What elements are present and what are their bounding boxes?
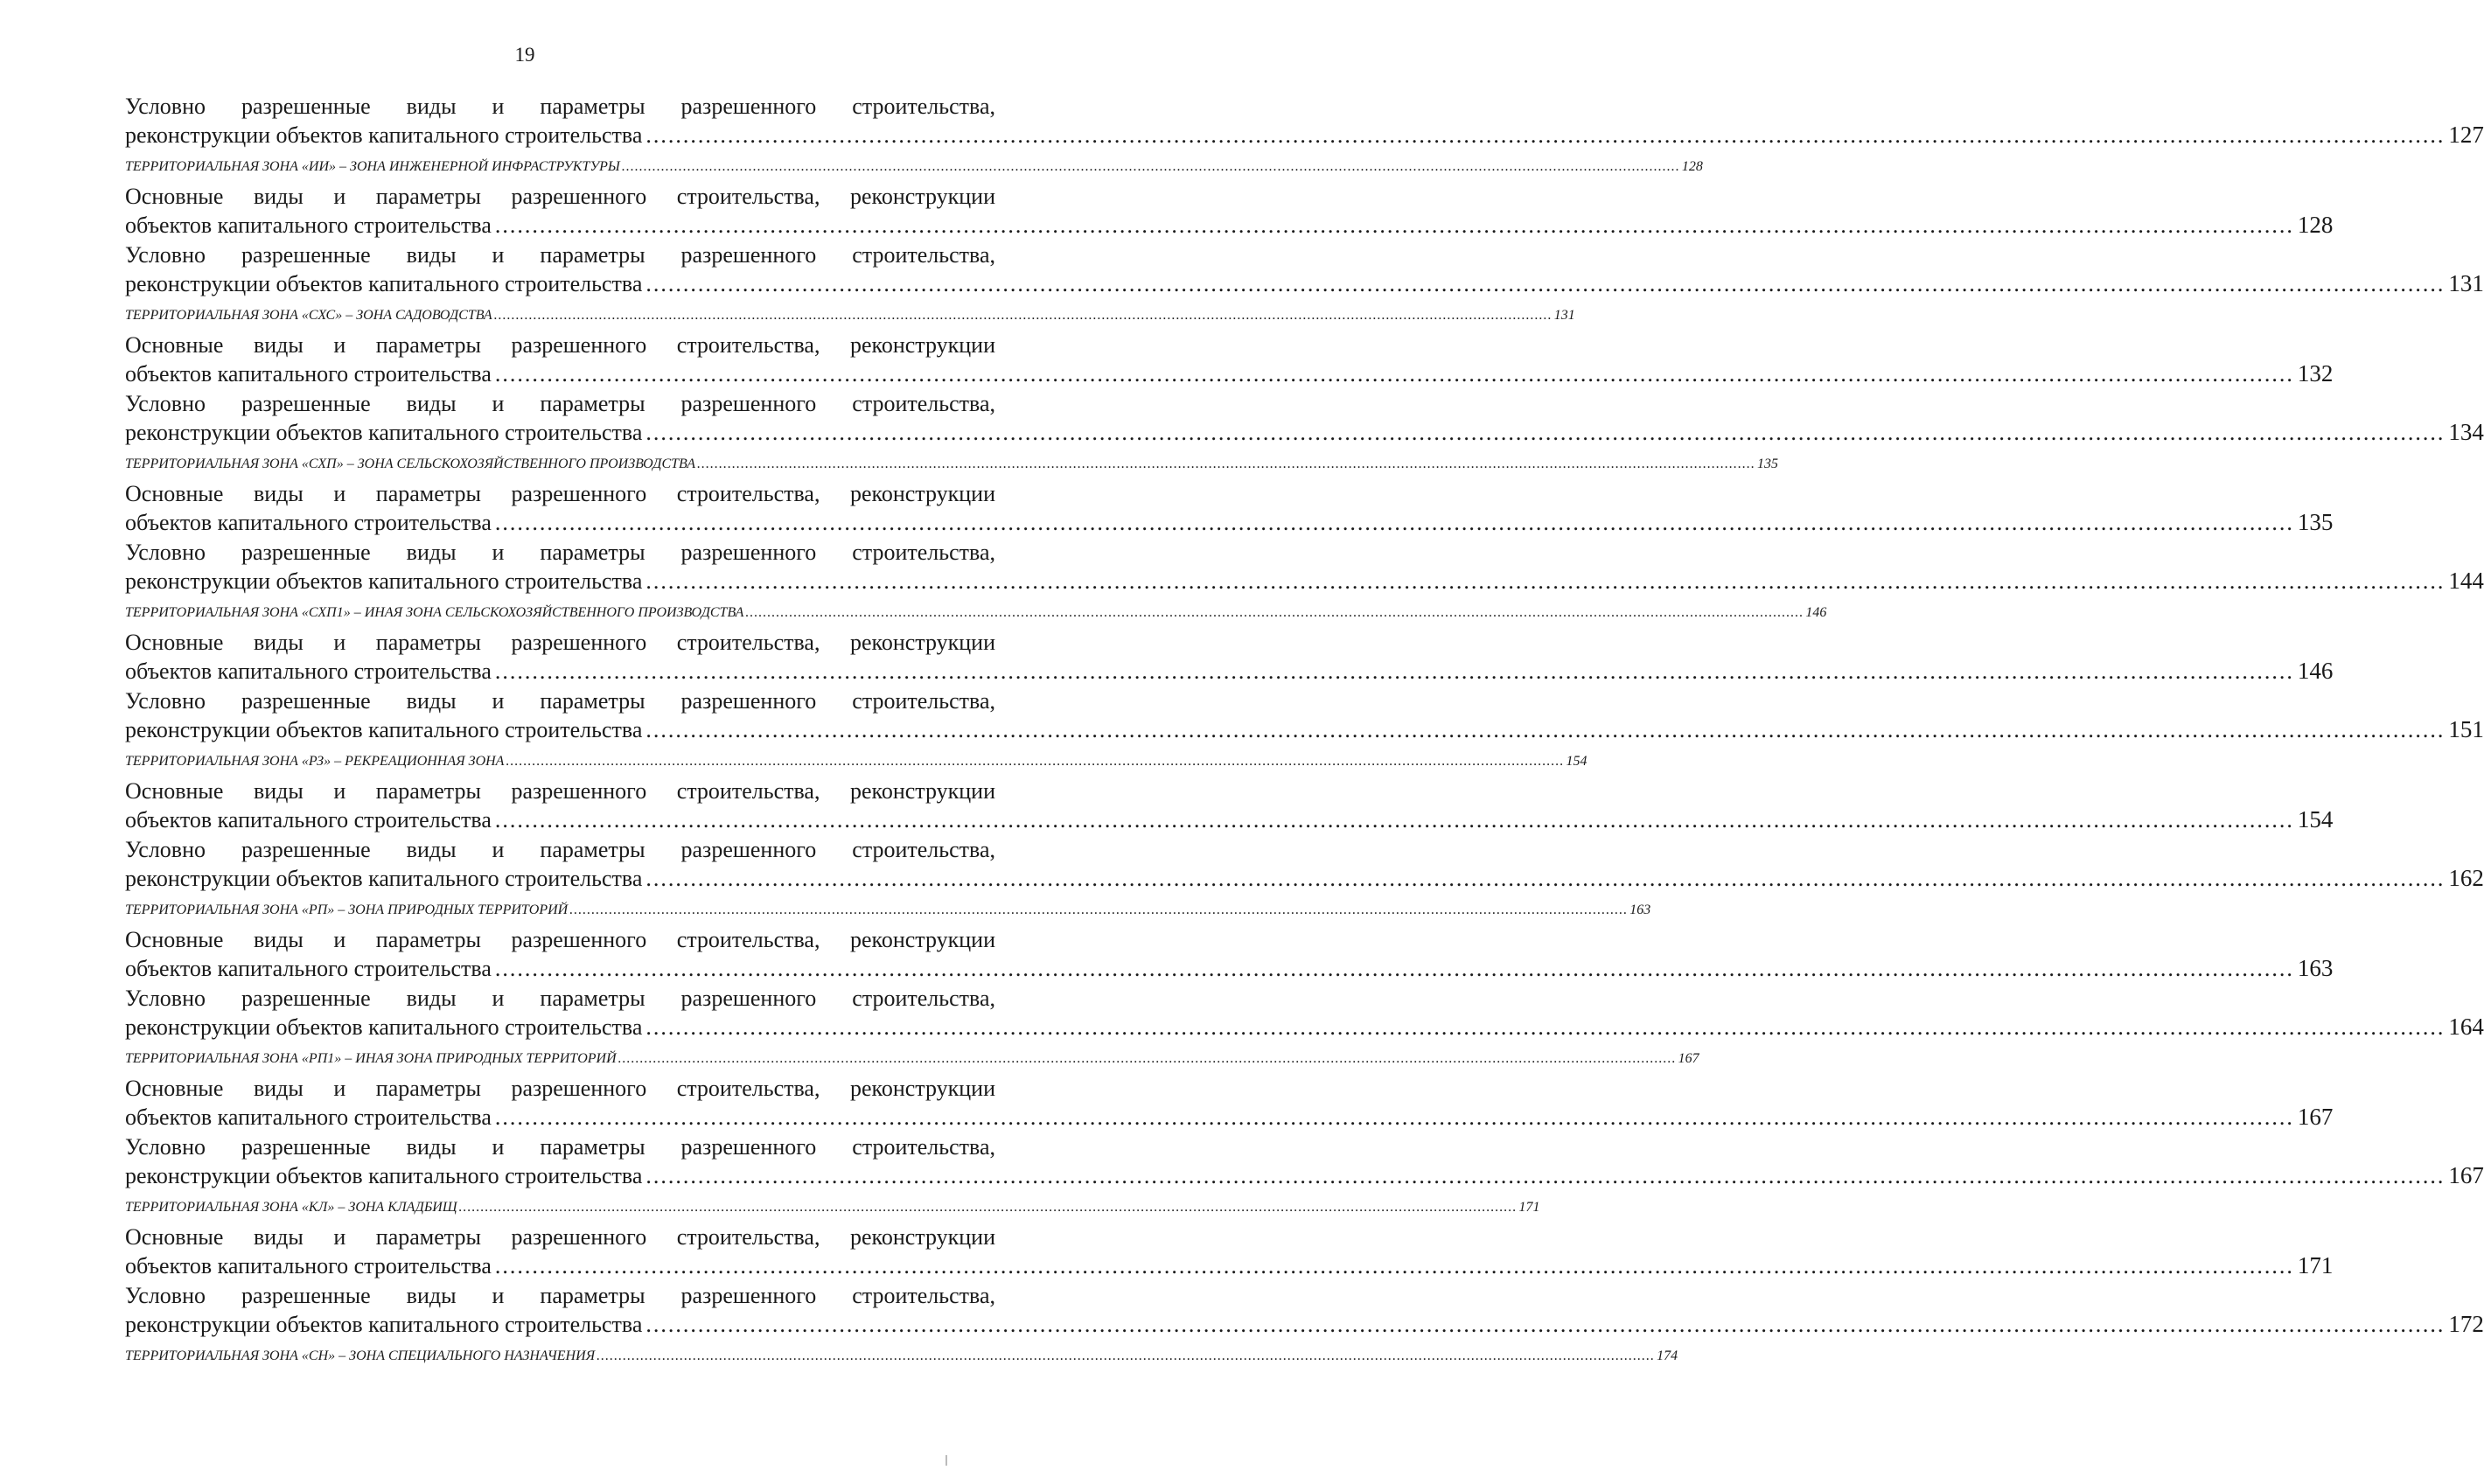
dot-leader: ..................................................................................................................................................................................................................................................: [506, 754, 1565, 769]
zone-title: ТЕРРИТОРИАЛЬНАЯ ЗОНА «СХП1» – ИНАЯ ЗОНА СЕЛЬСКОХОЗЯЙСТВЕННОГО ПРОИЗВОДСТВА: [125, 605, 744, 620]
toc-entry[interactable]: [125, 777, 2334, 834]
entry-text-line-1: Основные виды и параметры разрешенного строительства, реконструкции: [125, 1076, 995, 1101]
zone-title: ТЕРРИТОРИАЛЬНАЯ ЗОНА «СХП» – ЗОНА СЕЛЬСКОХОЗЯЙСТВЕННОГО ПРОИЗВОДСТВА: [125, 456, 695, 471]
dot-leader: ..................................................................................................................................................................................................................................................: [494, 212, 2294, 238]
entry-text-line-1: Условно разрешенные виды и параметры разрешенного строительства,: [125, 986, 995, 1011]
toc-entry[interactable]: [125, 629, 2334, 686]
entry-text-line-2: [125, 418, 2484, 447]
toc-entry[interactable]: [125, 93, 2484, 150]
zone-title: ТЕРРИТОРИАЛЬНАЯ ЗОНА «ИИ» – ЗОНА ИНЖЕНЕРНОЙ ИНФРАСТРУКТУРЫ: [125, 159, 620, 174]
dot-leader: ..................................................................................................................................................................................................................................................: [494, 956, 2294, 981]
zone-title: ТЕРРИТОРИАЛЬНАЯ ЗОНА «РП» – ЗОНА ПРИРОДНЫХ ТЕРРИТОРИЙ: [125, 902, 569, 917]
zone-title: ТЕРРИТОРИАЛЬНАЯ ЗОНА «СН» – ЗОНА СПЕЦИАЛЬНОГО НАЗНАЧЕНИЯ: [125, 1348, 596, 1363]
toc-zone-heading[interactable]: [125, 1348, 1678, 1365]
toc-zone-heading[interactable]: [125, 753, 1587, 770]
entry-text-line-2: [125, 1310, 2484, 1339]
zone-page-number: 131: [1553, 308, 1575, 323]
entry-text-line-1: Условно разрешенные виды и параметры разрешенного строительства,: [125, 1134, 995, 1160]
entry-text-line-1: Основные виды и параметры разрешенного строительства, реконструкции: [125, 778, 995, 804]
dot-leader: ..................................................................................................................................................................................................................................................: [494, 807, 2294, 833]
entry-page-number: 151: [2448, 716, 2484, 742]
entry-text-end: объектов капитального строительства: [125, 1253, 492, 1278]
entry-text-line-2: [125, 1161, 2484, 1190]
toc-zone-heading[interactable]: [125, 307, 1575, 324]
entry-text-line-1: Условно разрешенные виды и параметры разрешенного строительства,: [125, 540, 995, 565]
entry-text-line-2: [125, 508, 2334, 537]
entry-text-end: объектов капитального строительства: [125, 361, 492, 387]
scan-mark: [945, 1455, 947, 1466]
entry-page-number: 167: [2448, 1162, 2484, 1188]
entry-page-number: 162: [2448, 865, 2484, 891]
entry-text-end: реконструкции объектов капитального строительства: [125, 271, 643, 296]
page-number: 19: [514, 44, 535, 66]
dot-leader: ..................................................................................................................................................................................................................................................: [645, 1014, 2446, 1040]
entry-page-number: 132: [2297, 360, 2334, 387]
entry-text-end: объектов капитального строительства: [125, 807, 492, 833]
entry-text-line-2: [125, 1251, 2334, 1280]
zone-page-number: 135: [1756, 456, 1778, 471]
toc-entry[interactable]: [125, 241, 2484, 298]
dot-leader: ..................................................................................................................................................................................................................................................: [645, 1312, 2446, 1337]
entry-text-line-1: Условно разрешенные виды и параметры разрешенного строительства,: [125, 1283, 995, 1308]
dot-leader: ..................................................................................................................................................................................................................................................: [494, 510, 2294, 535]
entry-text-line-1: Основные виды и параметры разрешенного строительства, реконструкции: [125, 332, 995, 358]
dot-leader: ..................................................................................................................................................................................................................................................: [494, 1253, 2294, 1278]
dot-leader: ..................................................................................................................................................................................................................................................: [645, 271, 2446, 296]
entry-page-number: 134: [2448, 419, 2484, 445]
toc-entry[interactable]: [125, 836, 2484, 893]
dot-leader: ..................................................................................................................................................................................................................................................: [569, 902, 1629, 917]
zone-page-number: 128: [1681, 159, 1703, 174]
toc-zone-heading[interactable]: [125, 1050, 1699, 1068]
dot-leader: ..................................................................................................................................................................................................................................................: [494, 1104, 2294, 1130]
zone-title: ТЕРРИТОРИАЛЬНАЯ ЗОНА «РП1» – ИНАЯ ЗОНА ПРИРОДНЫХ ТЕРРИТОРИЙ: [125, 1051, 617, 1066]
entry-text-line-2: [125, 954, 2334, 983]
dot-leader: ..................................................................................................................................................................................................................................................: [645, 122, 2446, 148]
entry-text-line-1: Условно разрешенные виды и параметры разрешенного строительства,: [125, 391, 995, 416]
toc-entry[interactable]: [125, 1133, 2484, 1190]
entry-page-number: 171: [2297, 1252, 2334, 1278]
dot-leader: ..................................................................................................................................................................................................................................................: [618, 1051, 1677, 1066]
entry-text-end: объектов капитального строительства: [125, 510, 492, 535]
entry-page-number: 131: [2448, 270, 2484, 296]
entry-text-end: реконструкции объектов капитального строительства: [125, 1014, 643, 1040]
entry-text-line-2: [125, 1103, 2334, 1132]
zone-page-number: 167: [1678, 1051, 1699, 1066]
entry-page-number: 128: [2297, 212, 2334, 238]
dot-leader: ..................................................................................................................................................................................................................................................: [494, 658, 2294, 684]
toc-entry[interactable]: [125, 1223, 2334, 1280]
entry-text-end: объектов капитального строительства: [125, 1104, 492, 1130]
dot-leader: ..................................................................................................................................................................................................................................................: [645, 420, 2446, 445]
toc-entry[interactable]: [125, 183, 2334, 240]
entry-page-number: 164: [2448, 1014, 2484, 1040]
entry-text-line-2: [125, 715, 2484, 744]
entry-text-line-2: [125, 567, 2484, 596]
entry-text-end: реконструкции объектов капитального строительства: [125, 122, 643, 148]
toc-zone-heading[interactable]: [125, 902, 1651, 919]
toc-zone-heading[interactable]: [125, 1199, 1540, 1216]
zone-title: ТЕРРИТОРИАЛЬНАЯ ЗОНА «КЛ» – ЗОНА КЛАДБИЩ: [125, 1200, 457, 1215]
entry-page-number: 167: [2297, 1104, 2334, 1130]
entry-text-end: объектов капитального строительства: [125, 658, 492, 684]
dot-leader: ..................................................................................................................................................................................................................................................: [645, 866, 2446, 891]
toc-entry[interactable]: [125, 539, 2484, 596]
entry-text-end: объектов капитального строительства: [125, 956, 492, 981]
entry-text-line-2: [125, 864, 2484, 893]
entry-text-line-2: [125, 805, 2334, 834]
dot-leader: ..................................................................................................................................................................................................................................................: [696, 456, 1755, 471]
entry-text-end: реконструкции объектов капитального строительства: [125, 1163, 643, 1188]
toc-zone-heading[interactable]: [125, 158, 1703, 176]
entry-page-number: 144: [2448, 568, 2484, 594]
dot-leader: ..................................................................................................................................................................................................................................................: [745, 605, 1804, 620]
zone-page-number: 146: [1805, 605, 1827, 620]
dot-leader: ..................................................................................................................................................................................................................................................: [645, 568, 2446, 594]
dot-leader: ..................................................................................................................................................................................................................................................: [645, 717, 2446, 742]
entry-text-end: реконструкции объектов капитального строительства: [125, 1312, 643, 1337]
zone-page-number: 163: [1629, 902, 1651, 917]
entry-text-line-2: [125, 359, 2334, 388]
toc-entry[interactable]: [125, 390, 2484, 447]
zone-title: ТЕРРИТОРИАЛЬНАЯ ЗОНА «РЗ» – РЕКРЕАЦИОННАЯ ЗОНА: [125, 754, 505, 769]
toc-entry[interactable]: [125, 331, 2334, 388]
toc-zone-heading[interactable]: [125, 604, 1827, 622]
entry-text-end: реконструкции объектов капитального строительства: [125, 717, 643, 742]
entry-text-line-1: Основные виды и параметры разрешенного строительства, реконструкции: [125, 630, 995, 655]
entry-text-line-1: Условно разрешенные виды и параметры разрешенного строительства,: [125, 688, 995, 714]
entry-text-end: реконструкции объектов капитального строительства: [125, 420, 643, 445]
entry-text-line-1: Основные виды и параметры разрешенного строительства, реконструкции: [125, 927, 995, 952]
entry-text-line-2: [125, 269, 2484, 298]
toc-zone-heading[interactable]: [125, 456, 1778, 473]
dot-leader: ..................................................................................................................................................................................................................................................: [597, 1348, 1656, 1363]
entry-text-end: объектов капитального строительства: [125, 212, 492, 238]
entry-page-number: 127: [2448, 122, 2484, 148]
entry-text-line-2: [125, 1013, 2484, 1042]
zone-page-number: 174: [1657, 1348, 1678, 1363]
dot-leader: ..................................................................................................................................................................................................................................................: [458, 1200, 1518, 1215]
zone-page-number: 154: [1566, 754, 1587, 769]
dot-leader: ..................................................................................................................................................................................................................................................: [621, 159, 1680, 174]
entry-text-end: реконструкции объектов капитального строительства: [125, 568, 643, 594]
zone-page-number: 171: [1518, 1200, 1540, 1215]
entry-text-line-2: [125, 657, 2334, 686]
toc-entry[interactable]: [125, 480, 2334, 537]
dot-leader: ..................................................................................................................................................................................................................................................: [645, 1163, 2446, 1188]
table-of-contents: [125, 93, 2484, 1372]
zone-title: ТЕРРИТОРИАЛЬНАЯ ЗОНА «СХС» – ЗОНА САДОВОДСТВА: [125, 308, 492, 323]
toc-entry[interactable]: [125, 1282, 2484, 1339]
entry-text-line-1: Условно разрешенные виды и параметры разрешенного строительства,: [125, 94, 995, 119]
entry-text-line-1: Основные виды и параметры разрешенного строительства, реконструкции: [125, 1224, 995, 1250]
dot-leader: ..................................................................................................................................................................................................................................................: [494, 361, 2294, 387]
entry-page-number: 163: [2297, 955, 2334, 981]
entry-page-number: 172: [2448, 1311, 2484, 1337]
toc-entry[interactable]: [125, 1075, 2334, 1132]
entry-page-number: 135: [2297, 509, 2334, 535]
toc-entry[interactable]: [125, 687, 2484, 744]
entry-page-number: 146: [2297, 658, 2334, 684]
entry-text-line-1: Условно разрешенные виды и параметры разрешенного строительства,: [125, 837, 995, 862]
dot-leader: ..................................................................................................................................................................................................................................................: [493, 308, 1552, 323]
toc-entry[interactable]: [125, 985, 2484, 1042]
entry-text-line-2: [125, 121, 2484, 150]
entry-text-line-1: Основные виды и параметры разрешенного строительства, реконструкции: [125, 481, 995, 506]
entry-text-line-1: Условно разрешенные виды и параметры разрешенного строительства,: [125, 242, 995, 268]
entry-text-end: реконструкции объектов капитального строительства: [125, 866, 643, 891]
toc-entry[interactable]: [125, 926, 2334, 983]
entry-text-line-1: Основные виды и параметры разрешенного строительства, реконструкции: [125, 184, 995, 209]
entry-page-number: 154: [2297, 806, 2334, 833]
entry-text-line-2: [125, 211, 2334, 240]
